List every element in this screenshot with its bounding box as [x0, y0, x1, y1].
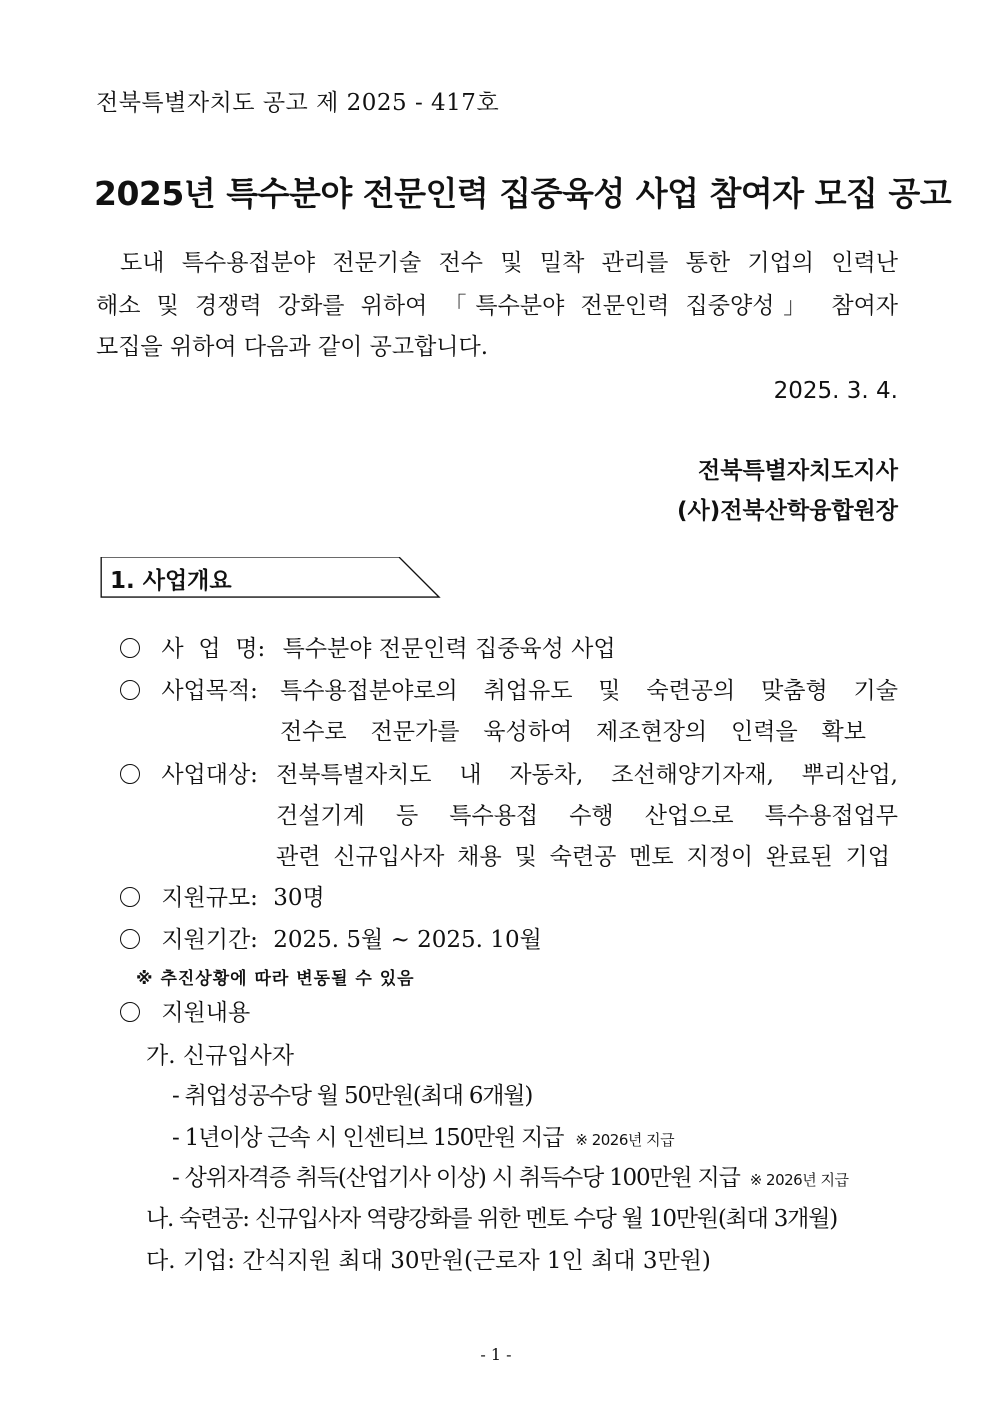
support-item-text: - 취업성공수당 월 50만원(최대 6개월) [172, 1083, 533, 1109]
support-new-hire-heading: 가. 신규입사자 [146, 1043, 294, 1069]
bullet-circle-icon [120, 764, 140, 784]
intro-line-1: 도내 특수용접분야 전문기술 전수 및 밀착 관리를 통한 기업의 인력난 [120, 250, 898, 276]
notice-date: 2025. 3. 4. [773, 378, 898, 404]
item-label: 사업대상: [161, 762, 258, 788]
item-business-name [120, 630, 616, 663]
bullet-circle-icon [120, 638, 140, 658]
item-value-line-2: 건설기계 등 특수용접 수행 산업으로 특수용접업무 [276, 803, 898, 829]
item-value-line-1: 특수용접분야로의 취업유도 및 숙련공의 맞춤형 기술 [280, 678, 898, 704]
item-value: 특수분야 전문인력 집중육성 사업 [282, 636, 616, 662]
support-new-hire-item-1 [172, 1077, 532, 1110]
item-label: 지원내용 [161, 1000, 251, 1026]
support-item-text: - 1년이상 근속 시 인센티브 150만원 지급 [172, 1125, 564, 1151]
support-company: 다. 기업: 간식지원 최대 30만원(근로자 1인 최대 3만원) [146, 1248, 711, 1274]
item-value-line-3: 관련 신규입사자 채용 및 숙련공 멘토 지정이 완료된 기업 [276, 844, 890, 870]
item-label: 사업목적: [161, 678, 258, 704]
bullet-circle-icon [120, 887, 140, 907]
item-value: 2025. 5월 ~ 2025. 10월 [273, 927, 542, 953]
document-title: 2025년 특수분야 전문인력 집중육성 사업 참여자 모집 공고 [94, 174, 952, 213]
item-value-line-1: 전북특별자치도 내 자동차, 조선해양기자재, 뿌리산업, [276, 762, 898, 788]
item-business-target [120, 756, 265, 789]
support-mentor: 나. 숙련공: 신규입사자 역량강화를 위한 멘토 수당 월 10만원(최대 3개월) [146, 1206, 837, 1232]
item-value-line-2: 전수로 전문가를 육성하여 제조현장의 인력을 확보 [280, 719, 866, 745]
notice-number: 전북특별자치도 공고 제 2025 - 417호 [96, 90, 500, 116]
item-business-purpose [120, 672, 265, 705]
item-value: 30명 [273, 885, 325, 911]
item-label: 지원규모: [161, 885, 258, 911]
support-item-text: - 상위자격증 취득(산업기사 이상) 시 취득수당 100만원 지급 [172, 1165, 740, 1191]
support-item-note: ※ 2026년 지급 [749, 1171, 849, 1189]
bullet-circle-icon [120, 929, 140, 949]
bullet-circle-icon [120, 680, 140, 700]
intro-line-3: 모집을 위하여 다음과 같이 공고합니다. [96, 334, 489, 360]
change-notice: ※ 추진상황에 따라 변동될 수 있음 [136, 969, 415, 989]
support-new-hire-item-3 [172, 1159, 848, 1192]
issuer-governor: 전북특별자치도지사 [698, 458, 898, 484]
bullet-circle-icon [120, 1002, 140, 1022]
section-heading: 1. 사업개요 [110, 568, 232, 594]
item-support-scale [120, 879, 325, 912]
item-support-content [120, 994, 250, 1027]
support-new-hire-item-2 [172, 1119, 674, 1152]
support-item-note: ※ 2026년 지급 [575, 1131, 675, 1149]
issuer-institute: (사)전북산학융합원장 [677, 498, 898, 524]
item-label: 지원기간: [161, 927, 258, 953]
item-label: 사 업 명: [161, 636, 266, 662]
intro-line-2: 해소 및 경쟁력 강화를 위하여 「특수분야 전문인력 집중양성」 참여자 [96, 293, 898, 319]
page-number: - 1 - [480, 1345, 512, 1364]
item-support-period [120, 921, 542, 954]
